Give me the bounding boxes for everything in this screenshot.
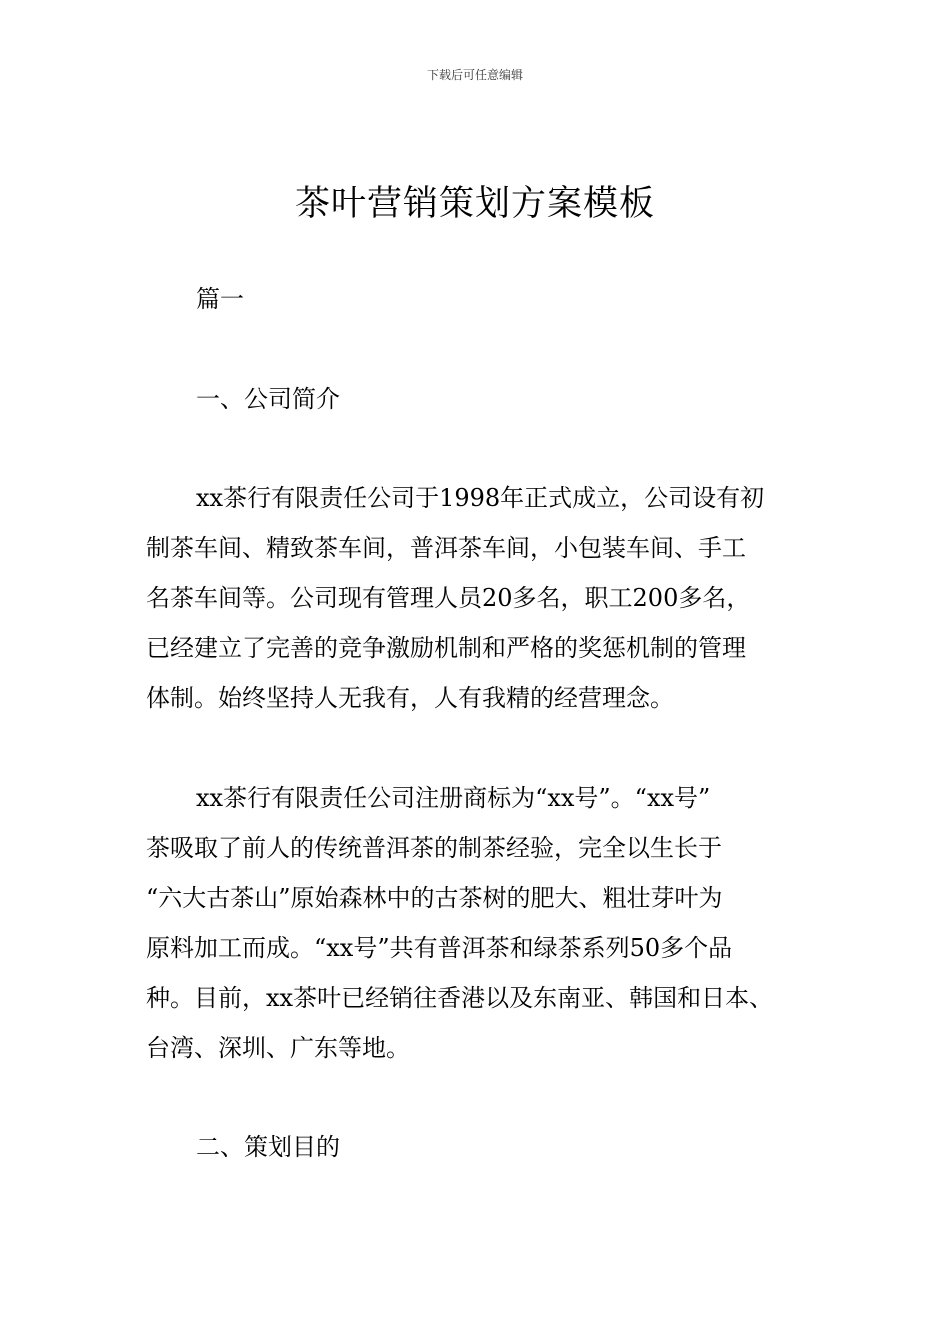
paragraph-line: 种。目前，xx茶叶已经销往香港以及东南亚、韩国和日本、: [146, 984, 774, 1012]
paragraph-line: 已经建立了完善的竞争激励机制和严格的奖惩机制的管理: [146, 634, 746, 662]
paragraph-line: 茶吸取了前人的传统普洱茶的制茶经验，完全以生长于: [146, 834, 722, 862]
section-heading-planning-purpose: 二、策划目的: [196, 1133, 340, 1161]
paragraph-line: 台湾、深圳、广东等地。: [146, 1034, 410, 1062]
paragraph-line: 体制。始终坚持人无我有，人有我精的经营理念。: [146, 684, 674, 712]
paragraph-line: 制茶车间、精致茶车间，普洱茶车间，小包装车间、手工: [146, 534, 746, 562]
header-note: 下载后可任意编辑: [426, 68, 523, 82]
paragraph-line: xx茶行有限责任公司于1998年正式成立，公司设有初: [196, 484, 765, 512]
paragraph-line: xx茶行有限责任公司注册商标为“xx号”。“xx号”: [196, 784, 711, 812]
section-heading-company-intro: 一、公司简介: [196, 385, 340, 413]
page-title: 茶叶营销策划方案模板: [294, 184, 655, 224]
paragraph-line: 名茶车间等。公司现有管理人员20多名，职工200多名，: [146, 584, 751, 612]
part-label: 篇一: [196, 285, 244, 313]
paragraph-line: 原料加工而成。“xx号”共有普洱茶和绿茶系列50多个品: [146, 934, 733, 962]
paragraph-line: “六大古茶山”原始森林中的古茶树的肥大、粗壮芽叶为: [146, 884, 723, 912]
